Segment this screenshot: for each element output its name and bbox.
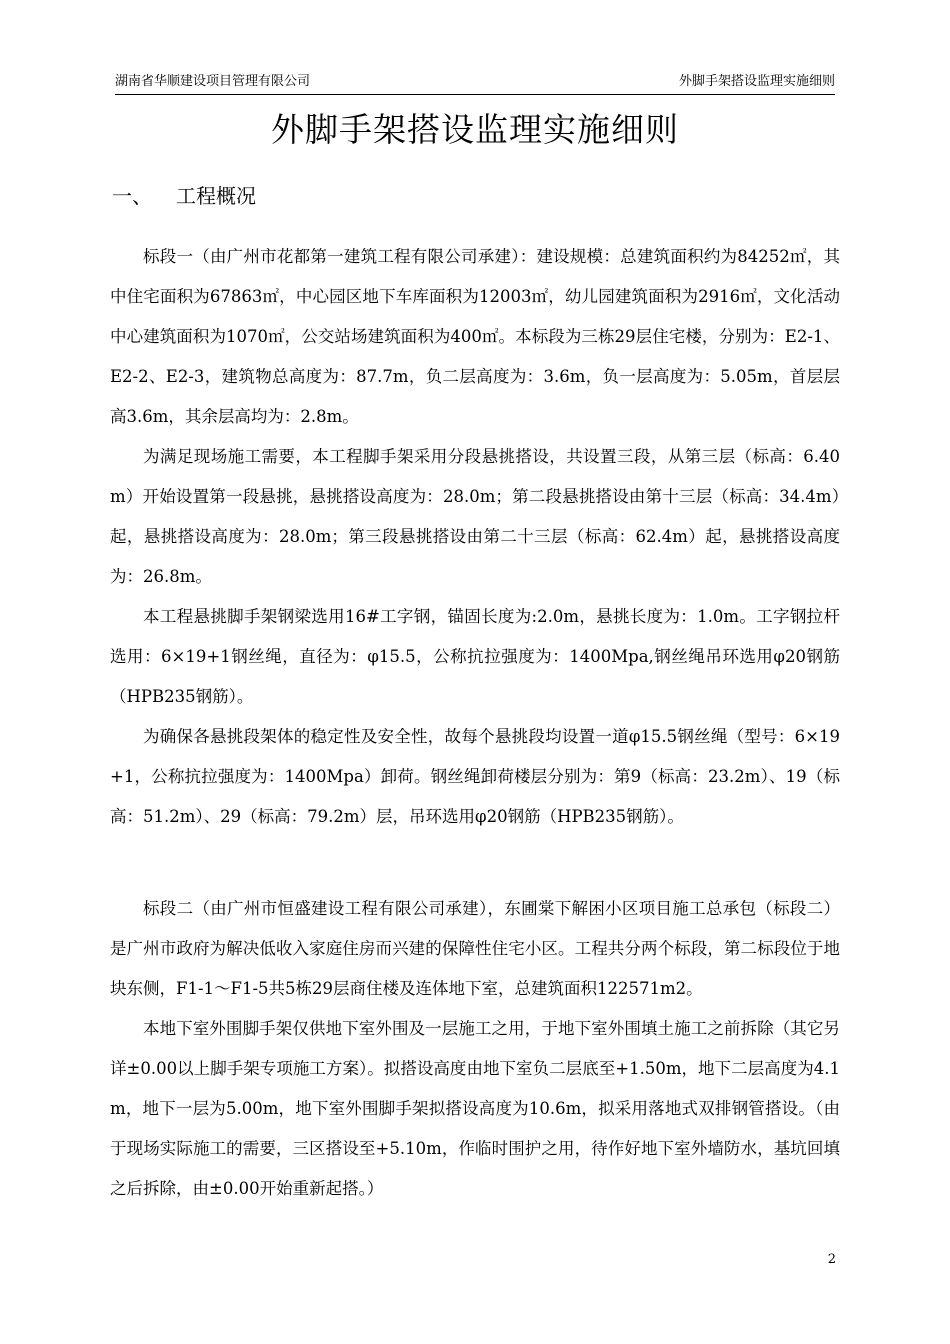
header-document-name: 外脚手架搭设监理实施细则 (678, 74, 835, 89)
paragraph-lot-two-overview: 标段二（由广州市恒盛建设工程有限公司承建），东圃棠下解困小区项目施工总承包（标段二）是广州市政府为解决低收入家庭住房而兴建的保障性住宅小区。工程共分两个标段，第二标段位于地块东侧，F1-1～F1-5共5栋29层商住楼及连体地下室，总建筑面积122571m2。 (110, 899, 840, 998)
header-company-name: 湖南省华顺建设项目管理有限公司 (115, 74, 311, 89)
paragraph-steel-beam-spec: 本工程悬挑脚手架钢梁选用16#工字钢，锚固长度为:2.0m，悬挑长度为：1.0m。工字钢拉杆选用：6×19+1钢丝绳，直径为：φ15.5，公称抗拉强度为：1400Mpa,钢丝绳吊环选用φ20钢筋（HPB235钢筋）。 (110, 607, 840, 706)
section-title: 工程概况 (176, 184, 256, 208)
page-number: 2 (827, 1252, 836, 1267)
section-number: 一、 (112, 184, 152, 208)
section-1-body (110, 237, 840, 837)
section-heading (112, 180, 256, 209)
document-title: 外脚手架搭设监理实施细则 (271, 110, 679, 149)
page-header (115, 66, 835, 95)
paragraph-unloading-cable: 为确保各悬挑段架体的稳定性及安全性，故每个悬挑段均设置一道φ15.5钢丝绳（型号：6×19+1，公称抗拉强度为：1400Mpa）卸荷。钢丝绳卸荷楼层分别为：第9（标高：23.2m）、19（标高：51.2m）、29（标高：79.2m）层，吊环选用φ20钢筋（HPB235钢筋）。 (110, 727, 840, 826)
paragraph-basement-scaffold: 本地下室外围脚手架仅供地下室外围及一层施工之用，于地下室外围填土施工之前拆除（其它另详±0.00以上脚手架专项施工方案）。拟搭设高度由地下室负二层底至+1.50m，地下二层高度为4.1m，地下一层为5.00m，地下室外围脚手架拟搭设高度为10.6m，拟采用落地式双排钢管搭设。（由于现场实际施工的需要，三区搭设至+5.10m，作临时围护之用，待作好地下室外墙防水，基坑回填之后拆除，由±0.00开始重新起搭。） (110, 1019, 840, 1198)
section-2-body (110, 889, 840, 1209)
paragraph-cantilever-segments: 为满足现场施工需要，本工程脚手架采用分段悬挑搭设，共设置三段，从第三层（标高：6.40m）开始设置第一段悬挑，悬挑搭设高度为：28.0m；第二段悬挑搭设由第十三层（标高：34.4m）起，悬挑搭设高度为：28.0m；第三段悬挑搭设由第二十三层（标高：62.4m）起，悬挑搭设高度为：26.8m。 (110, 447, 840, 586)
paragraph-lot-one-overview: 标段一（由广州市花都第一建筑工程有限公司承建）：建设规模：总建筑面积约为84252㎡，其中住宅面积为67863㎡，中心园区地下车库面积为12003㎡，幼儿园建筑面积为2916㎡，文化活动中心建筑面积为1070㎡，公交站场建筑面积为400㎡。本标段为三栋29层住宅楼，分别为：E2-1、E2-2、E2-3，建筑物总高度为：87.7m，负二层高度为：3.6m，负一层高度为：5.05m，首层层高3.6m，其余层高均为：2.8m。 (110, 247, 840, 426)
